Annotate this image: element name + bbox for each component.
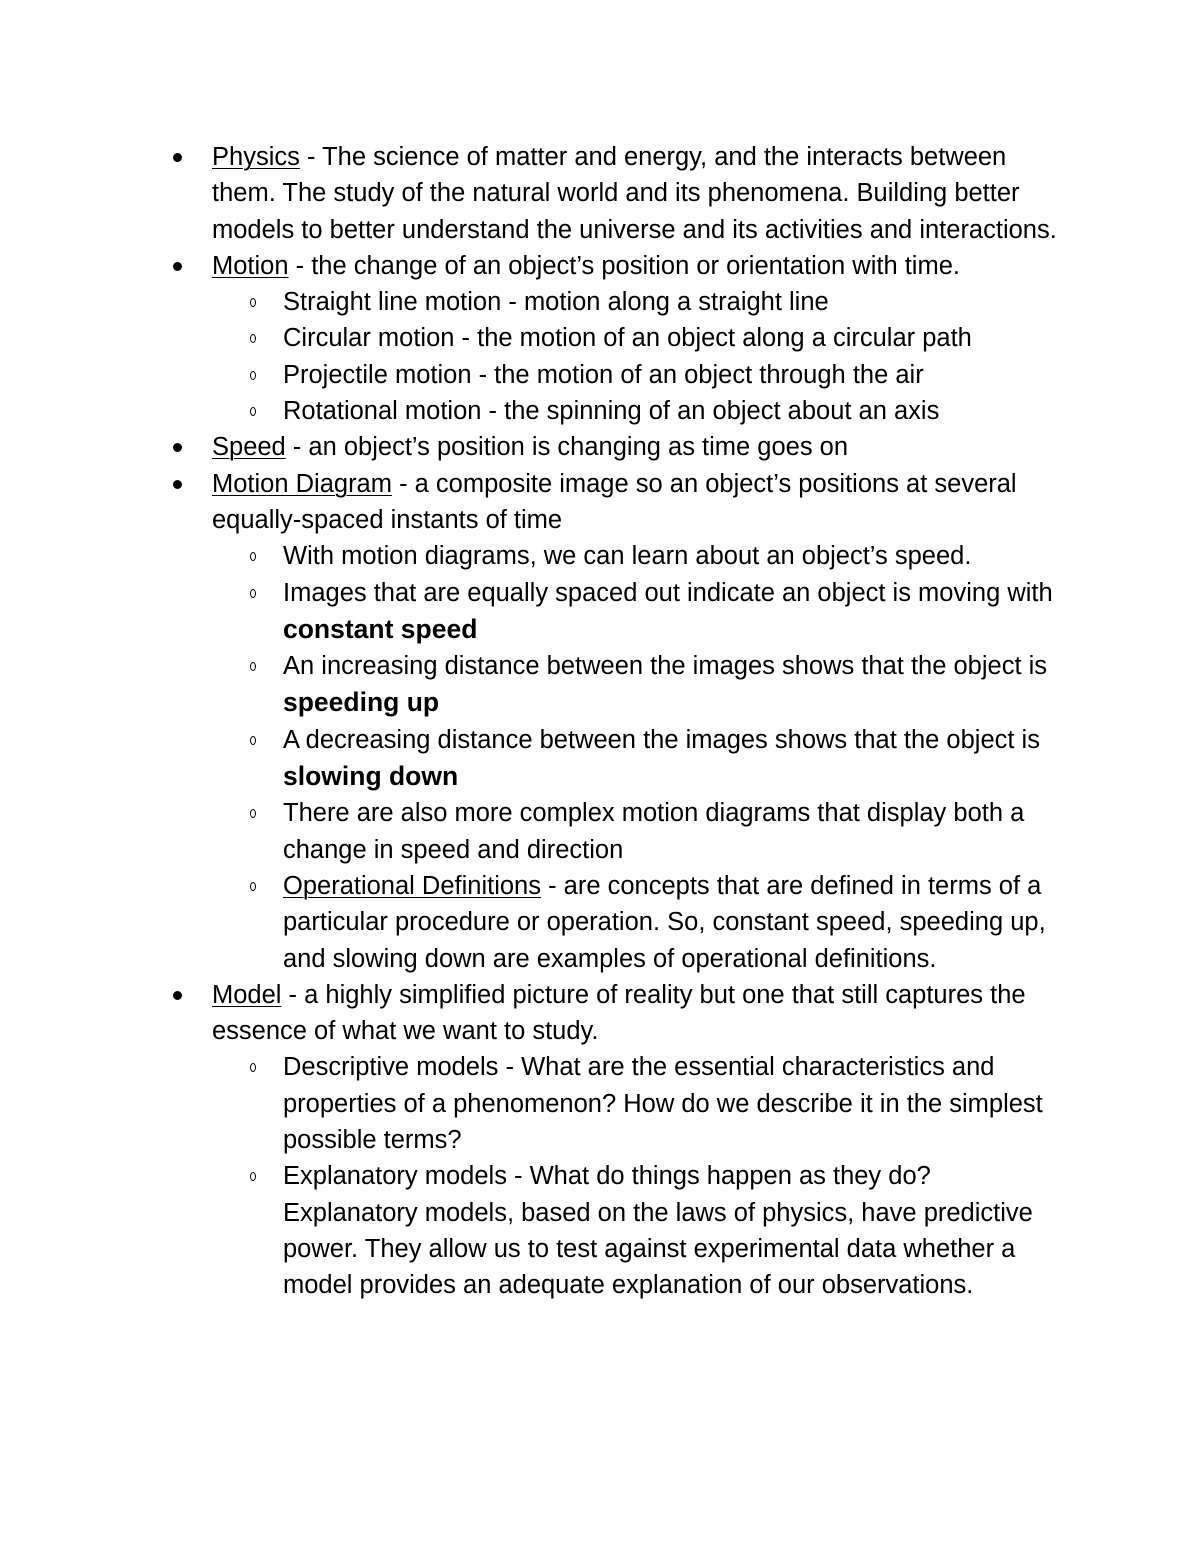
term-speed: Speed bbox=[212, 433, 286, 462]
bold-phrase: constant speed bbox=[283, 613, 478, 644]
hollow-bullet-icon bbox=[250, 334, 256, 343]
sub-item bbox=[283, 284, 1072, 320]
sub-item-text: Circular motion - the motion of an object along a circular path bbox=[283, 324, 972, 353]
term-motion: Motion bbox=[212, 251, 289, 280]
hollow-bullet-icon bbox=[250, 407, 256, 416]
sub-item bbox=[283, 393, 1072, 429]
definition-motion-diagram: - a composite image so an object’s positions at several equally-spaced instants of time bbox=[212, 469, 1017, 534]
sub-item bbox=[283, 1158, 1072, 1303]
sub-item-text: With motion diagrams, we can learn about an object’s speed. bbox=[283, 542, 972, 571]
list-item-motion-diagram bbox=[212, 466, 1072, 977]
sub-item-text: Images that are equally spaced out indicate an object is moving with bbox=[283, 578, 1053, 607]
term-operational-definitions: Operational Definitions bbox=[283, 871, 541, 900]
hollow-bullet-icon bbox=[250, 1172, 256, 1181]
sub-item bbox=[283, 868, 1072, 977]
sub-item bbox=[283, 357, 1072, 393]
definition-physics: - The science of matter and energy, and the interacts between them. The study of the natural world and its phenomena. Building better models to better understand the universe and its activities and interactions. bbox=[212, 143, 1057, 244]
sub-item-text: An increasing distance between the images shows that the object is bbox=[283, 652, 1048, 681]
sub-item-text: - are concepts that are defined in terms of a particular procedure or operation. So, constant speed, speeding up, and slowing down are examples of operational definitions. bbox=[283, 871, 1046, 973]
term-motion-diagram: Motion Diagram bbox=[212, 469, 392, 498]
hollow-bullet-icon bbox=[250, 882, 256, 891]
sub-item bbox=[283, 648, 1072, 722]
bullet-icon bbox=[173, 153, 182, 162]
term-physics: Physics bbox=[212, 143, 300, 171]
hollow-bullet-icon bbox=[250, 552, 256, 561]
definition-speed: - an object’s position is changing as time goes on bbox=[285, 433, 849, 462]
hollow-bullet-icon bbox=[250, 662, 256, 671]
hollow-bullet-icon bbox=[250, 809, 256, 818]
sub-item-text: Descriptive models - What are the essential characteristics and properties of a phenomenon? How do we describe it in the simplest possible terms? bbox=[283, 1053, 1043, 1155]
definition-model: - a highly simplified picture of reality but one that still captures the essence of what we want to study. bbox=[212, 980, 1026, 1046]
sub-item bbox=[283, 538, 1072, 574]
sub-item bbox=[283, 722, 1072, 796]
bullet-icon bbox=[173, 480, 182, 489]
sub-item-text: Projectile motion - the motion of an object through the air bbox=[283, 360, 924, 389]
hollow-bullet-icon bbox=[250, 589, 256, 598]
sub-item-text: Rotational motion - the spinning of an object about an axis bbox=[283, 397, 940, 426]
hollow-bullet-icon bbox=[250, 736, 256, 745]
hollow-bullet-icon bbox=[250, 1063, 256, 1072]
bullet-icon bbox=[173, 443, 182, 452]
sub-item bbox=[283, 795, 1072, 868]
sub-item-text: A decreasing distance between the images shows that the object is bbox=[283, 725, 1040, 754]
list-item-model bbox=[212, 977, 1072, 1304]
term-model: Model bbox=[212, 980, 282, 1009]
bold-phrase: speeding up bbox=[283, 687, 440, 718]
definition-motion: - the change of an object’s position or orientation with time. bbox=[288, 251, 960, 280]
sub-item-text: Explanatory models - What do things happen as they do? Explanatory models, based on the laws of physics, have predictive power. They allow us to test against experimental data whether a model provides an adequate explanation of our observations. bbox=[283, 1162, 1033, 1300]
sub-item bbox=[283, 575, 1072, 649]
bold-phrase: slowing down bbox=[283, 761, 459, 792]
hollow-bullet-icon bbox=[250, 298, 256, 307]
list-item-motion bbox=[212, 248, 1072, 429]
list-item-speed bbox=[212, 429, 1072, 465]
model-sublist bbox=[283, 1049, 1072, 1303]
motion-diagram-sublist bbox=[283, 538, 1072, 977]
notes-content bbox=[212, 139, 1072, 1304]
list-item-physics bbox=[212, 139, 1072, 248]
motion-sublist bbox=[283, 284, 1072, 429]
notes-list bbox=[212, 139, 1072, 1304]
sub-item bbox=[283, 1049, 1072, 1158]
hollow-bullet-icon bbox=[250, 371, 256, 380]
sub-item-text: There are also more complex motion diagrams that display both a change in speed and direction bbox=[283, 799, 1025, 864]
bullet-icon bbox=[173, 991, 182, 1000]
sub-item-text: Straight line motion - motion along a straight line bbox=[283, 288, 829, 317]
bullet-icon bbox=[173, 262, 182, 271]
sub-item bbox=[283, 320, 1072, 356]
